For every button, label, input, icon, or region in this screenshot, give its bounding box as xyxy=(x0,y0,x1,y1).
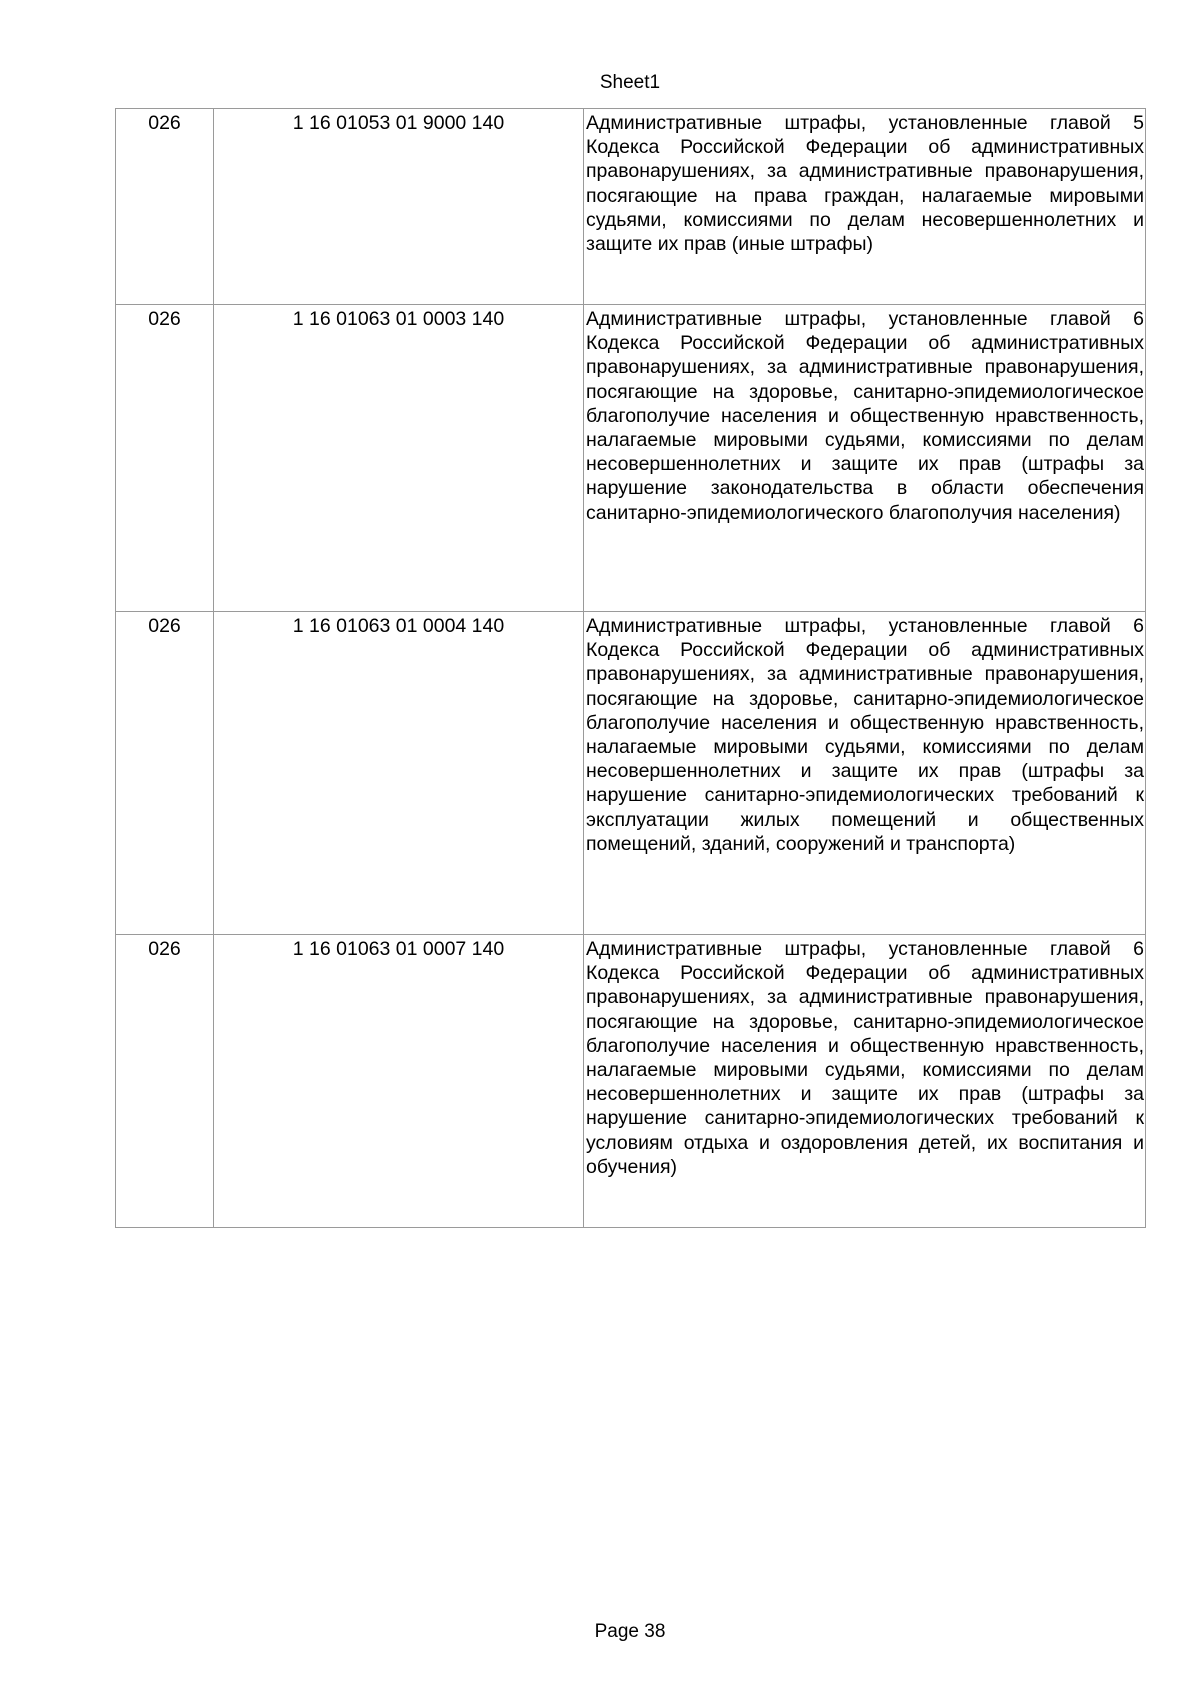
sheet-name: Sheet1 xyxy=(599,72,661,93)
admin-code-cell: 026 xyxy=(116,305,214,612)
table-row xyxy=(116,612,1146,935)
budget-classification-table xyxy=(115,108,1146,1228)
admin-code-cell: 026 xyxy=(116,612,214,935)
table-row xyxy=(116,305,1146,612)
table-row xyxy=(116,109,1146,305)
description-cell: Административные штрафы, установленные главой 6 Кодекса Российской Федерации об административных правонарушениях, за административные правонарушения, посягающие на здоровье, санитарно-эпидемиологическое благополучие населения и общественную нравственность, налагаемые мировыми судьями, комиссиями по делам несовершеннолетних и защите их прав (штрафы за нарушение законодательства в области обеспечения санитарно-эпидемиологического благополучия населения) xyxy=(584,305,1146,612)
admin-code-cell: 026 xyxy=(116,109,214,305)
description-cell: Административные штрафы, установленные главой 6 Кодекса Российской Федерации об административных правонарушениях, за административные правонарушения, посягающие на здоровье, санитарно-эпидемиологическое благополучие населения и общественную нравственность, налагаемые мировыми судьями, комиссиями по делам несовершеннолетних и защите их прав (штрафы за нарушение санитарно-эпидемиологических требований к условиям отдыха и оздоровления детей, их воспитания и обучения) xyxy=(584,935,1146,1228)
kbk-code-cell: 1 16 01063 01 0004 140 xyxy=(214,612,584,935)
description-cell: Административные штрафы, установленные главой 6 Кодекса Российской Федерации об административных правонарушениях, за административные правонарушения, посягающие на здоровье, санитарно-эпидемиологическое благополучие населения и общественную нравственность, налагаемые мировыми судьями, комиссиями по делам несовершеннолетних и защите их прав (штрафы за нарушение санитарно-эпидемиологических требований к эксплуатации жилых помещений и общественных помещений, зданий, сооружений и транспорта) xyxy=(584,612,1146,935)
admin-code-cell: 026 xyxy=(116,935,214,1228)
page-number: Page 38 xyxy=(594,1621,666,1642)
kbk-code-cell: 1 16 01063 01 0003 140 xyxy=(214,305,584,612)
kbk-code-cell: 1 16 01053 01 9000 140 xyxy=(214,109,584,305)
kbk-code-cell: 1 16 01063 01 0007 140 xyxy=(214,935,584,1228)
table-row xyxy=(116,935,1146,1228)
description-cell: Административные штрафы, установленные главой 5 Кодекса Российской Федерации об административных правонарушениях, за административные правонарушения, посягающие на права граждан, налагаемые мировыми судьями, комиссиями по делам несовершеннолетних и защите их прав (иные штрафы) xyxy=(584,109,1146,305)
